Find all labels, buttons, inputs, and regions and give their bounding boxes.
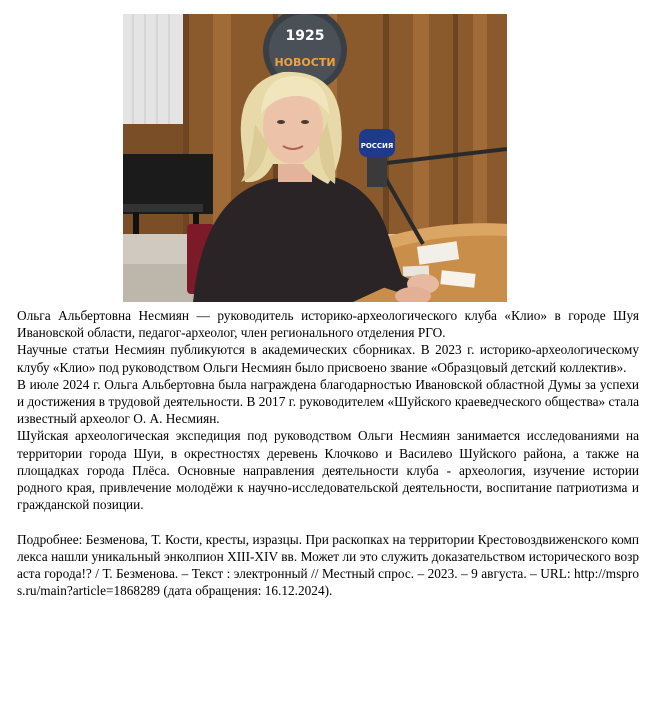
paragraph-expedition: Шуйская археологическая экспедиция под руководством Ольги Несмиян занимается исследованиями на территории города Шуи, в окрестностях деревень Клочково и Василево Шуйского района, а также на площадках города Плёса. Основные направления деятельности клуба - археология, изучение истории родного края, привлечение молодёжи к научно-исследовательской деятельности, воспитание патриотизма и гражданской позиции.: [17, 428, 639, 513]
clock-text: НОВОСТИ: [274, 56, 336, 69]
article-text: [17, 307, 639, 599]
portrait-photo: [123, 14, 507, 302]
mic-label: РОССИЯ: [360, 142, 394, 150]
paragraph-spacer: [17, 513, 639, 530]
radio-studio-scene: [123, 14, 507, 302]
paragraph-intro: Ольга Альбертовна Несмиян — руководитель историко-археологического клуба «Клио» в городе Шуя Ивановской области, педагог-археолог, член регионального отделения РГО.: [17, 308, 639, 341]
source-citation: Подробнее: Безменова, Т. Кости, кресты, изразцы. При раскопках на территории Крестовоздвиженского комплекса нашли уникальный энколпион XIII-XIV вв. Может ли это служить доказательством исторического возраста города!? / Т. Безменова. – Текст : электронный // Местный спрос. – 2023. – 9 августа. – URL: http://mspros.ru/main?article=1868289 (дата обращения: 16.12.2024).: [17, 531, 639, 599]
clock-year: 1925: [285, 28, 325, 44]
paragraph-publications: Научные статьи Несмиян публикуются в академических сборниках. В 2023 г. историко-археологическому клубу «Клио» под руководством Ольги Несмиян было присвоено звание «Образцовый детский коллектив».: [17, 342, 639, 375]
paragraph-awards: В июле 2024 г. Ольга Альбертовна была награждена благодарностью Ивановской областной Думы за успехи и достижения в трудовой деятельности. В 2017 г. руководителем «Шуйского краеведческого общества» стала известный археолог О. А. Несмиян.: [17, 376, 639, 427]
